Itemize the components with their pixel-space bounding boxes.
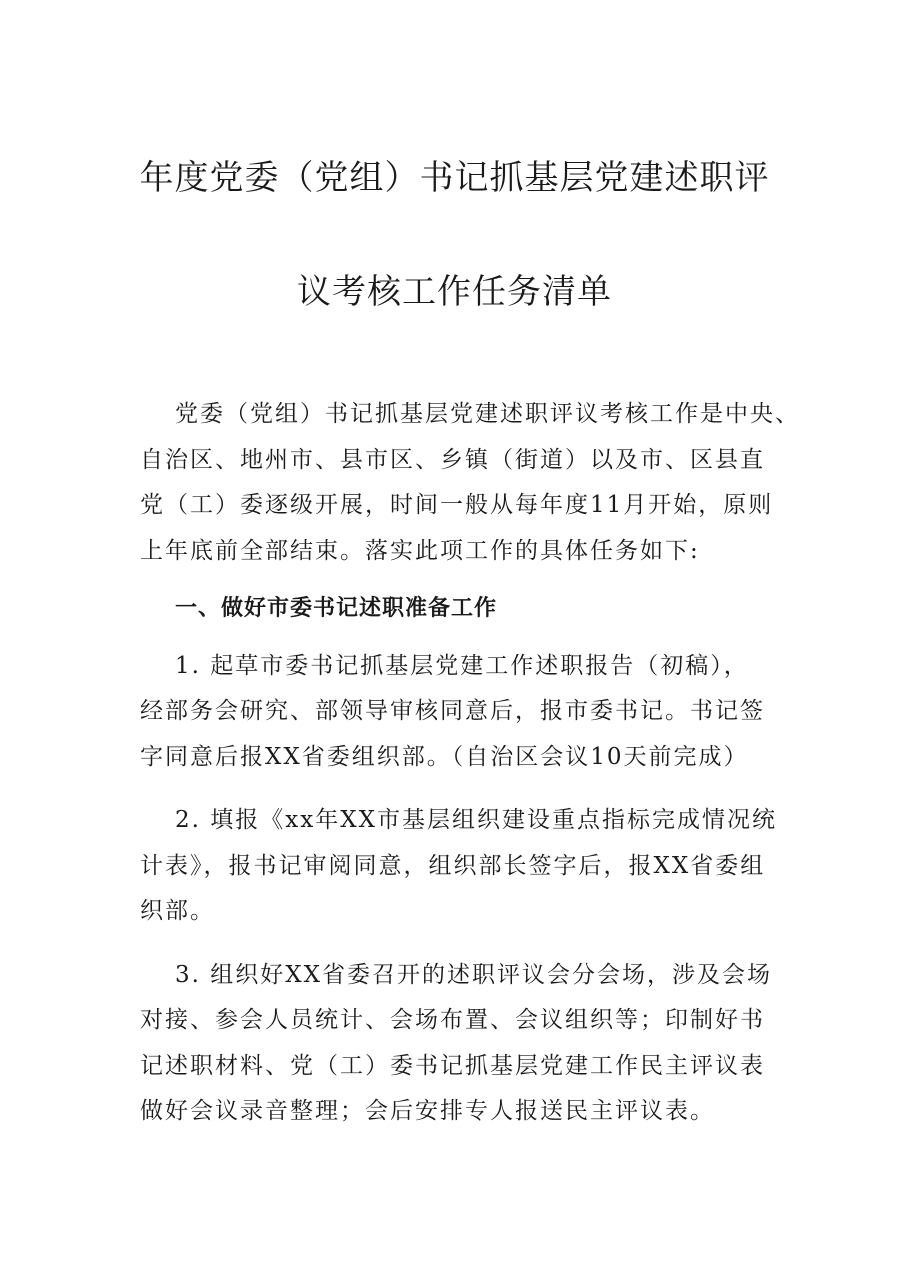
item-1-line: 1. 起草市委书记抓基层党建工作述职报告（初稿）， [175, 652, 749, 679]
intro-line: 党（工）委逐级开展，时间一般从每年度11月开始，原则 [140, 492, 774, 518]
spacer [140, 574, 780, 586]
document-title-line-1: 年度党委（党组）书记抓基层党建述职评 [139, 158, 770, 198]
intro-line: 自治区、地州市、县市区、乡镇（街道）以及市、区县直 [140, 446, 765, 473]
item-2-line: 2. 填报《xx年XX市基层组织建设重点指标完成情况统 [175, 807, 777, 833]
section-heading: 一、做好市委书记述职准备工作 [175, 596, 498, 621]
spacer [140, 935, 780, 953]
item-3-line: 记述职材料、党（工）委书记抓基层党建工作民主评议表 [140, 1052, 765, 1079]
document-title-line-2: 议考核工作任务清单 [297, 272, 612, 312]
intro-line: 党委（党组）书记抓基层党建述职评议考核工作是中央、 [175, 401, 800, 427]
item-3-line: 3. 组织好XX省委召开的述职评议会分会场，涉及会场 [175, 961, 773, 988]
item-2-line: 织部。 [140, 898, 215, 924]
spacer [140, 632, 780, 644]
item-1-line: 字同意后报XX省委组织部。（自治区会议10天前完成） [140, 743, 749, 770]
item-2-line: 计表》，报书记审阅同意，组织部长签字后，报XX省委组 [140, 852, 766, 879]
document-body [140, 392, 800, 1135]
intro-line: 上年底前全部结束。落实此项工作的具体任务如下: [140, 537, 700, 564]
item-3-line: 做好会议录音整理；会后安排专人报送民主评议表。 [140, 1098, 715, 1124]
item-3-line: 对接、参会人员统计、会场布置、会议组织等；印制好书 [140, 1007, 765, 1033]
spacer [140, 780, 780, 798]
item-1-line: 经部务会研究、部领导审核同意后，报市委书记。书记签 [140, 698, 765, 724]
